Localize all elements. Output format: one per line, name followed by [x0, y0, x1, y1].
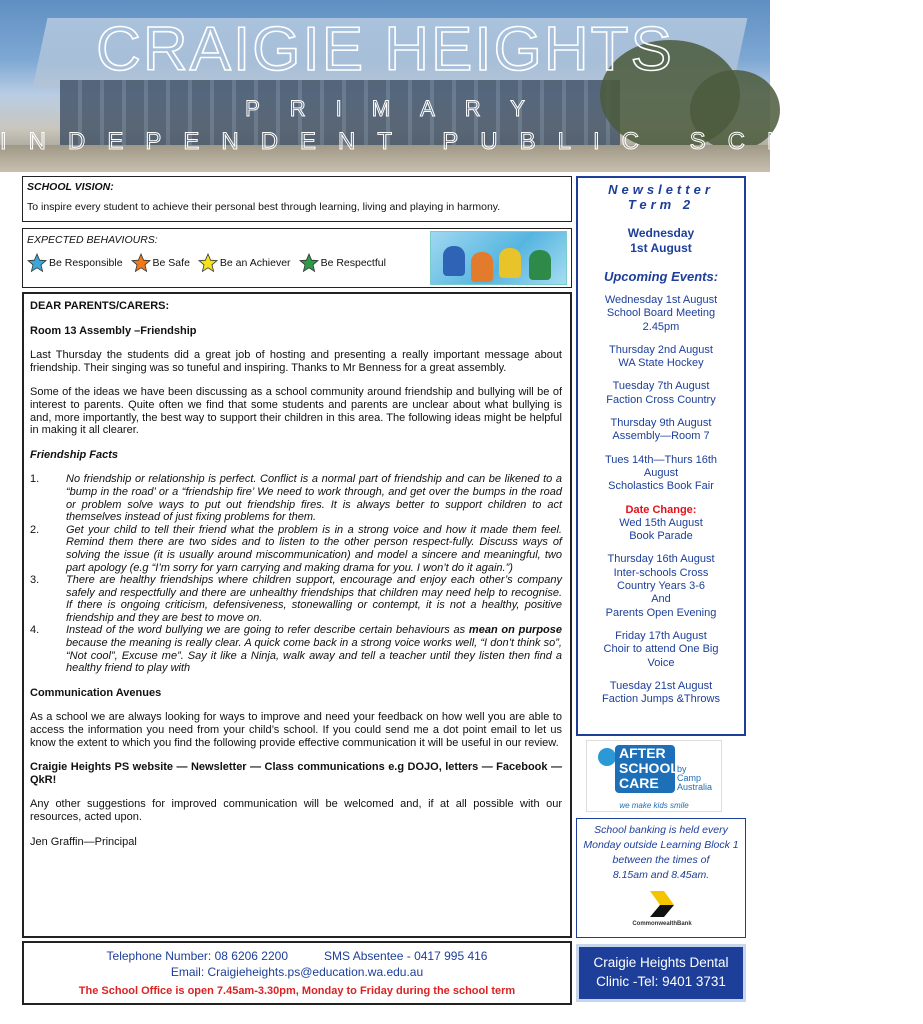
- behaviour-label: Be Responsible: [49, 257, 123, 269]
- after-school-care-ad: [586, 740, 722, 812]
- event-line: Tuesday 7th August: [612, 380, 710, 393]
- asc-by: by: [677, 764, 687, 774]
- event-line: Tues 14th—Thurs 16th: [604, 453, 718, 466]
- event-item: [578, 294, 744, 334]
- issue-date: Wednesday 1st August: [627, 226, 695, 255]
- event-item: [578, 454, 744, 494]
- vision-box: [22, 176, 572, 222]
- dental-line1: Craigie Heights Dental: [593, 955, 729, 970]
- event-line: Country Years 3-6: [616, 580, 706, 593]
- event-line: Choir to attend One Big: [603, 643, 719, 656]
- phone-number: Telephone Number: 08 6206 2200: [106, 949, 289, 963]
- school-banking-box: [576, 818, 746, 938]
- event-item: [578, 680, 744, 707]
- ninja-figure: [471, 252, 493, 282]
- contact-footer: [22, 941, 572, 1005]
- event-alert: Date Change:: [625, 503, 697, 516]
- event-line: Inter-schools Cross: [613, 566, 709, 579]
- signoff: Jen Graffin—Principal: [30, 835, 137, 848]
- event-line: Friday 17th August: [615, 629, 707, 642]
- ninja-figure: [443, 246, 465, 276]
- cba-diamond-icon: [627, 889, 697, 919]
- event-line: Book Parade: [629, 530, 693, 543]
- event-item: [578, 630, 744, 670]
- event-line: Parents Open Evening: [605, 606, 717, 619]
- event-item: [578, 553, 744, 619]
- list-item: 2. Get your child to tell their friend what the problem is in a strong voice and how it made them feel. Remind them there are two sides and to listen to the other person respect-fully. Discuss ways of solving the issue (it is usually around miscommunication) and model a sincere and meaningful, two part apology (e.g “I’m sorry for yarn carrying and making drama for you. I won’t do it again.”): [30, 523, 562, 574]
- facts-heading: Friendship Facts: [30, 448, 119, 461]
- behaviours-list: [27, 253, 394, 273]
- behaviour-item: [27, 253, 123, 273]
- ninja-figure: [499, 248, 521, 278]
- event-item: [578, 344, 744, 371]
- event-line: Thursday 2nd August: [609, 343, 713, 356]
- asc-tagline: we make kids smile: [619, 801, 689, 810]
- asc-camp: Camp: [677, 773, 702, 783]
- dental-clinic-box: [576, 944, 746, 1002]
- event-line: Faction Cross Country: [606, 393, 716, 406]
- assembly-heading: Room 13 Assembly –Friendship: [30, 324, 197, 337]
- ninja-figure: [529, 250, 551, 280]
- behaviour-item: [198, 253, 291, 273]
- event-line: WA State Hockey: [618, 357, 704, 370]
- event-line: Faction Jumps &Throws: [602, 693, 720, 706]
- asc-line3: CARE: [619, 775, 659, 791]
- event-line: Tuesday 21st August: [609, 679, 713, 692]
- office-hours: The School Office is open 7.45am-3.30pm, Monday to Friday during the school term: [78, 985, 516, 997]
- bank-name: CommonwealthBank: [632, 921, 692, 927]
- event-line: And: [651, 593, 671, 606]
- event-item: [578, 504, 744, 544]
- school-subtitle: PRIMARY: [245, 96, 555, 121]
- newsletter-sidebar: [576, 176, 746, 736]
- newsletter-label: Newsletter Term 2: [608, 182, 714, 212]
- event-line: Wed 15th August: [619, 516, 703, 529]
- behaviours-box: [22, 228, 572, 288]
- event-line: Scholastics Book Fair: [608, 480, 714, 493]
- star-icon: [299, 253, 319, 273]
- email-address[interactable]: Email: Craigieheights.ps@education.wa.edu.au: [170, 965, 424, 979]
- event-line: Voice: [647, 656, 675, 669]
- communication-text: As a school we are always looking for ways to improve and need your feedback on how well you are able to access the information you need from your child’s school. If you could send me a dot point email to let us know the extent to which you find the following provide effective communication it will be useful in our review.: [30, 711, 562, 749]
- behaviour-item: [299, 253, 386, 273]
- event-line: August: [643, 466, 679, 479]
- event-line: 2.45pm: [642, 320, 680, 333]
- communication-heading: Communication Avenues: [30, 686, 162, 699]
- communication-channels: Craigie Heights PS website — Newsletter — Class communications e.g DOJO, letters — Facebook — QkR!: [30, 761, 562, 786]
- event-line: Thursday 16th August: [607, 553, 715, 566]
- school-title: CRAIGIE HEIGHTS: [96, 15, 674, 84]
- star-icon: [131, 253, 151, 273]
- behaviours-heading: EXPECTED BEHAVIOURS:: [27, 234, 158, 246]
- facts-list: [30, 473, 562, 675]
- principal-letter: [22, 292, 572, 938]
- list-item: 3. There are healthy friendships where children support, encourage and enjoy each other’s company safely and respectfully and there are unhealthy friendships that children may need help to recognise. If there is ongoing criticism, defensiveness, stonewalling or contempt, it is not a healthy, positive friendship and they are best to move on.: [30, 574, 562, 624]
- behaviour-label: Be an Achiever: [219, 257, 291, 269]
- list-item: 1. No friendship or relationship is perfect. Conflict is a normal part of friendship and can be likened to a “bump in the road’ or a “friendship fire’ We need to work through, and get over the bumps in the road or problem solve ways to put out friendship fires. It is always better to support children to act themselves instead of just fixing problems for them.: [30, 473, 562, 524]
- events-list: [578, 294, 744, 716]
- events-heading: Upcoming Events:: [603, 269, 719, 284]
- assembly-text: Last Thursday the students did a great job of hosting and presenting a really important message about friendship. Their singing was so tuneful and inspiring. Thanks to Mr Benness for a great assembly.: [30, 349, 562, 374]
- asc-australia: Australia: [677, 782, 713, 792]
- school-tagline: INDEPENDENT PUBLIC SCHOOL: [0, 128, 923, 155]
- star-icon: [198, 253, 218, 273]
- event-item: [578, 380, 744, 407]
- star-icon: [27, 253, 47, 273]
- asc-line2: SCHOOL: [619, 760, 679, 776]
- event-item: [578, 417, 744, 444]
- event-line: Assembly—Room 7: [612, 430, 710, 443]
- banking-text: School banking is held every Monday outside Learning Block 1 between the times of 8.15am and 8.45am.: [583, 824, 739, 881]
- header-banner: [0, 0, 923, 172]
- ideas-text: Some of the ideas we have been discussing as a school community around friendship and bullying will be of interest to parents. Quite often we find that some students and parents are unclear about what bullying is and, more importantly, the best way to support their children in this area. The following ideas might be helpful in making it all clearer.: [30, 386, 562, 437]
- commonwealth-bank-logo: [627, 889, 697, 933]
- event-line: School Board Meeting: [606, 307, 716, 320]
- behaviour-item: [131, 253, 190, 273]
- event-line: Wednesday 1st August: [604, 294, 718, 306]
- behaviour-label: Be Respectful: [320, 257, 386, 269]
- asc-line1: AFTER: [619, 745, 666, 761]
- sms-number: SMS Absentee - 0417 995 416: [324, 949, 488, 963]
- dental-line2: Clinic -Tel: 9401 3731: [596, 974, 726, 989]
- event-line: Thursday 9th August: [610, 417, 712, 430]
- behaviours-illustration: [430, 231, 567, 285]
- vision-heading: SCHOOL VISION:: [27, 181, 114, 193]
- letter-greeting: DEAR PARENTS/CARERS:: [30, 300, 170, 312]
- vision-text: To inspire every student to achieve their personal best through learning, living and playing in harmony.: [27, 201, 501, 213]
- behaviour-label: Be Safe: [152, 257, 190, 269]
- suggestions-text: Any other suggestions for improved communication will be welcomed and, if at all possible with our resources, acted upon.: [30, 798, 562, 823]
- list-item: 4. Instead of the word bullying we are going to refer describe certain behaviours as mean on purpose because the meaning is really clear. A quick come back in a strong voice works well, “I don’t think so”, “Not cool”, Excuse me”. Say it like a Ninja, walk away and tell a teacher until they listen then find a healthy friend to play with: [30, 624, 562, 675]
